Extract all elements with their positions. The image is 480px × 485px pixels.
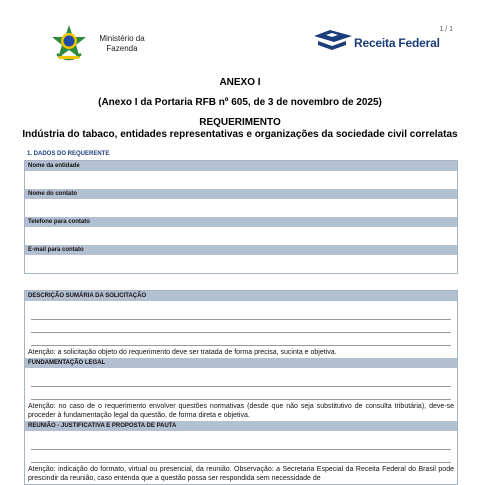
- request-details-form: [24, 290, 458, 485]
- block-label-legal-basis: FUNDAMENTAÇÃO LEGAL: [25, 358, 457, 368]
- ministry-logo: [50, 24, 160, 64]
- write-line: [31, 307, 451, 320]
- receita-federal-icon: [312, 28, 354, 52]
- write-line: [31, 320, 451, 333]
- brazil-coat-of-arms-icon: [50, 24, 88, 64]
- write-line: [31, 374, 451, 387]
- agency-name: Receita Federal: [354, 36, 440, 50]
- write-line: [31, 450, 451, 463]
- receita-federal-logo: [312, 28, 442, 56]
- write-line: [31, 333, 451, 346]
- annex-title: ANEXO I: [219, 77, 261, 88]
- meeting-text-area[interactable]: [25, 431, 457, 463]
- description-note: Atenção: a solicitação objeto do requerimento deve ser tratada de forma precisa, sucinta e objetiva.: [28, 349, 337, 356]
- ordinance-reference: (Anexo I da Portaria RFB nº 605, de 3 de novembro de 2025): [98, 97, 382, 108]
- description-text-area[interactable]: [25, 301, 457, 346]
- section-requester-label: 1. DADOS DO REQUERENTE: [27, 151, 110, 157]
- write-line: [31, 387, 451, 400]
- block-label-meeting: REUNIÃO - JUSTIFICATIVA E PROPOSTA DE PAUTA: [25, 421, 457, 431]
- ministry-line-2: Fazenda: [106, 44, 138, 53]
- legal-basis-text-area[interactable]: [25, 368, 457, 400]
- field-label-entity: Nome da entidade: [25, 161, 457, 171]
- field-label-contact: Nome do contato: [25, 189, 457, 199]
- ministry-name: [92, 34, 152, 54]
- document-title: REQUERIMENTO: [199, 117, 281, 128]
- write-line: [31, 437, 451, 450]
- requester-form: [24, 160, 458, 274]
- field-label-phone: Telefone para contato: [25, 217, 457, 227]
- contact-name-input[interactable]: [25, 199, 457, 217]
- document-subject: Indústria do tabaco, entidades representativas e organizações da sociedade civil correlatas: [22, 129, 458, 140]
- email-input[interactable]: [25, 255, 457, 273]
- page-number: 1 / 1: [439, 26, 453, 33]
- phone-input[interactable]: [25, 227, 457, 245]
- entity-name-input[interactable]: [25, 171, 457, 189]
- meeting-note: Atenção: indicação do formato, virtual ou presencial, da reunião. Observação: a Secretaria Especial da Receita Federal do Brasil pode prescindir da reunião, caso entenda que a questão possa ser respondida sem necessidade de: [28, 466, 454, 482]
- field-label-email: E-mail para contato: [25, 245, 457, 255]
- document-titles: [20, 76, 460, 141]
- block-label-description: DESCRIÇÃO SUMÁRIA DA SOLICITAÇÃO: [25, 291, 457, 301]
- legal-basis-note: Atenção: no caso de o requerimento envolver questões normativas (desde que não seja substitutivo de consulta tributária), deve-se proceder à fundamentação legal da questão, de forma direta e objetiva.: [28, 403, 454, 419]
- ministry-line-1: Ministério da: [99, 34, 145, 43]
